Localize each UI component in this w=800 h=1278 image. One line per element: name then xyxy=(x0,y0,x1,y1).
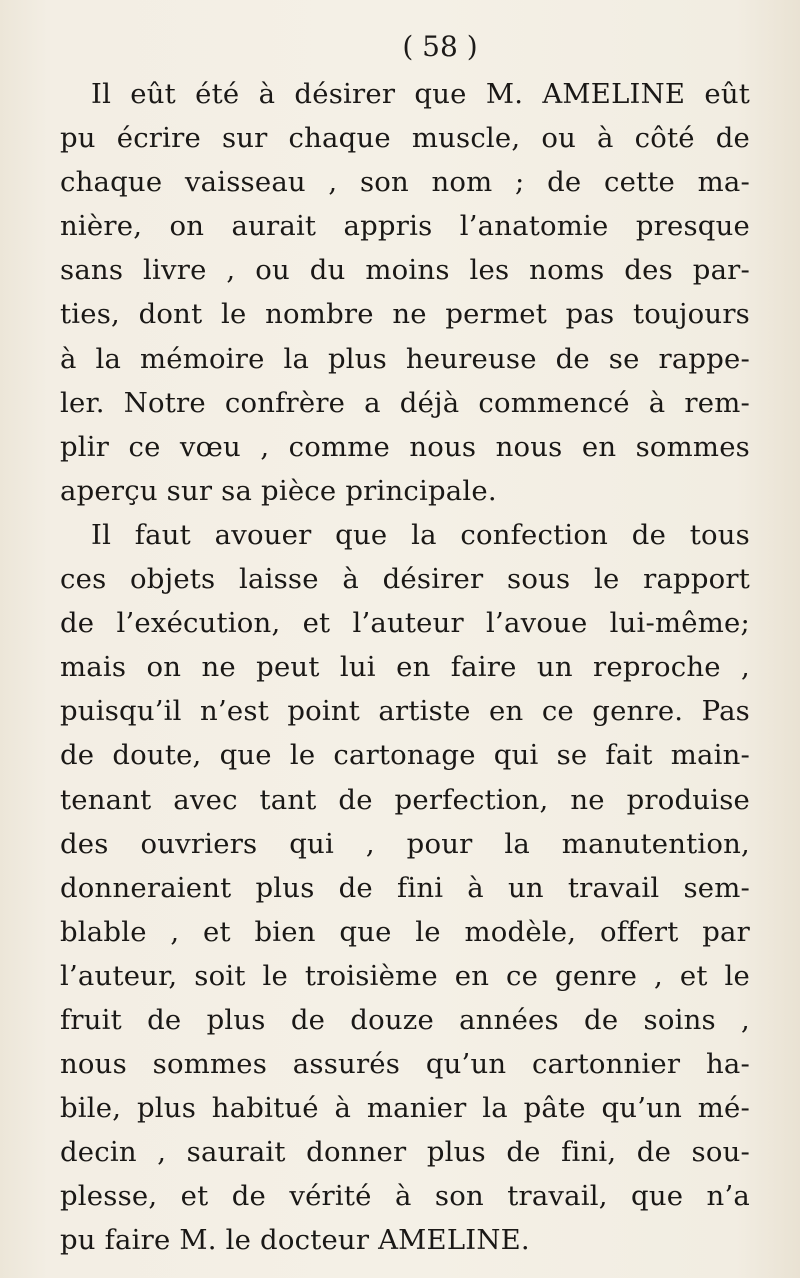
text-line: Il faut avouer que la confection de tous xyxy=(91,518,750,551)
text-line: donneraient plus de fini à un travail sem- xyxy=(60,871,750,904)
text-line: de doute, que le cartonage qui se fait main- xyxy=(60,739,750,772)
text-line: fruit de plus de douze années de soins , xyxy=(60,1003,750,1036)
text-line: l’auteur, soit le troisième en ce genre , et le xyxy=(60,959,750,992)
text-line: pu faire M. le docteur AMELINE. xyxy=(60,1224,530,1257)
text-line: nous sommes assurés qu’un cartonnier ha- xyxy=(60,1048,750,1081)
text-line: plir ce vœu , comme nous nous en sommes xyxy=(60,430,750,463)
text-line: ties, dont le nombre ne permet pas toujours xyxy=(60,298,750,331)
text-line: chaque vaisseau , son nom ; de cette ma- xyxy=(60,166,750,199)
text-line: puisqu’il n’est point artiste en ce genre. Pas xyxy=(60,695,750,728)
text-line: nière, on aurait appris l’anatomie presque xyxy=(60,210,750,243)
text-line: sans livre , ou du moins les noms des par- xyxy=(60,254,750,287)
text-line: blable , et bien que le modèle, offert par xyxy=(60,915,750,948)
page-number: ( 58 ) xyxy=(402,30,478,63)
text-line: decin , saurait donner plus de fini, de sou- xyxy=(60,1136,750,1169)
text-line: mais on ne peut lui en faire un reproche , xyxy=(60,651,750,684)
text-line: aperçu sur sa pièce principale. xyxy=(60,474,497,507)
text-line: des ouvriers qui , pour la manutention, xyxy=(60,827,750,860)
text-line: ces objets laisse à désirer sous le rapport xyxy=(60,563,750,596)
text-line: de l’exécution, et l’auteur l’avoue lui-même; xyxy=(60,607,750,640)
text-line: bile, plus habitué à manier la pâte qu’un mé- xyxy=(60,1092,750,1125)
body-text xyxy=(60,72,750,1263)
text-line: ler. Notre confrère a déjà commencé à rem- xyxy=(60,386,750,419)
text-line: plesse, et de vérité à son travail, que n’a xyxy=(60,1180,750,1213)
text-line: à la mémoire la plus heureuse de se rappe- xyxy=(60,342,750,375)
text-line: tenant avec tant de perfection, ne produise xyxy=(60,783,750,816)
text-line: pu écrire sur chaque muscle, ou à côté de xyxy=(60,122,750,155)
text-line: Il eût été à désirer que M. AMELINE eût xyxy=(91,78,750,110)
